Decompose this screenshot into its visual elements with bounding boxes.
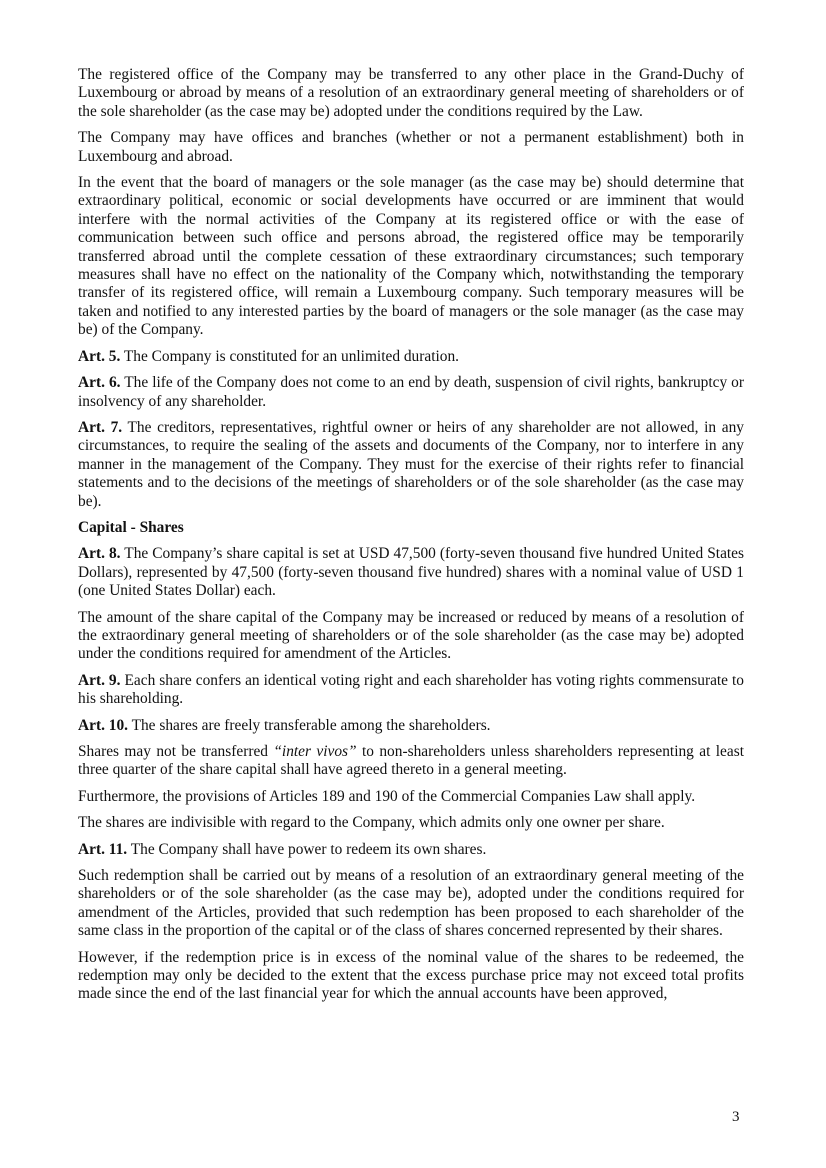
paragraph-temporary-transfer: In the event that the board of managers or the sole manager (as the case may be) should determine that extraordinary political, economic or social developments have occurred or are imminent that would interfere with the normal activities of the Company at its registered office or with the ease of communication between such office and persons abroad, the registered office may be temporarily transferred abroad until the complete cessation of these extraordinary circumstances; such temporary measures shall have no effect on the nationality of the Company which, notwithstanding the temporary transfer of its registered office, will remain a Luxembourg company. Such temporary measures will be taken and notified to any interested parties by the board of managers or the sole manager (as the case may be) of the Company. <box>78 174 744 339</box>
article-5-label: Art. 5. <box>78 347 121 365</box>
article-9 <box>78 672 744 709</box>
article-6-label: Art. 6. <box>78 374 121 392</box>
paragraph-capital-change: The amount of the share capital of the Company may be increased or reduced by means of a resolution of the extraordinary general meeting of shareholders or of the sole shareholder (as the case may be) adopted under the conditions required for amendment of the Articles. <box>78 608 744 663</box>
article-6 <box>78 374 744 411</box>
transfer-text-italic: “inter vivos” <box>273 743 357 760</box>
article-11-text: The Company shall have power to redeem its own shares. <box>127 840 487 858</box>
article-10-text: The shares are freely transferable among the shareholders. <box>128 716 491 734</box>
article-11-label: Art. 11. <box>78 840 128 858</box>
paragraph-indivisible-shares: The shares are indivisible with regard to the Company, which admits only one owner per share. <box>78 814 665 832</box>
section-heading-capital-shares: Capital - Shares <box>78 518 184 536</box>
article-9-label: Art. 9. <box>78 671 121 689</box>
article-5 <box>78 348 744 366</box>
article-7-label: Art. 7. <box>78 418 123 436</box>
paragraph-commercial-law: Furthermore, the provisions of Articles 189 and 190 of the Commercial Companies Law shall apply. <box>78 787 696 805</box>
paragraph-transfer-restriction <box>78 743 744 780</box>
article-6-text: The life of the Company does not come to an end by death, suspension of civil rights, bankruptcy or insolvency of any shareholder. <box>78 374 744 410</box>
transfer-text-after: to non-shareholders unless shareholders representing at least three quarter of the share capital shall have agreed thereto in a general meeting. <box>78 743 744 779</box>
article-8 <box>78 545 744 600</box>
article-7 <box>78 419 744 511</box>
transfer-text-before: Shares may not be transferred <box>78 743 274 760</box>
article-11 <box>78 841 744 859</box>
paragraph-offices-branches: The Company may have offices and branches (whether or not a permanent establishment) both in Luxembourg and abroad. <box>78 129 744 165</box>
paragraph-registered-office-transfer: The registered office of the Company may be transferred to any other place in the Grand-Duchy of Luxembourg or abroad by means of a resolution of an extraordinary general meeting of shareholders or of the sole shareholder (as the case may be) adopted under the conditions required by the Law. <box>78 66 744 120</box>
paragraph-redemption-price: However, if the redemption price is in excess of the nominal value of the shares to be redeemed, the redemption may only be decided to the extent that the excess purchase price may not exceed total profits made since the end of the last financial year for which the annual accounts have been approved, <box>78 948 744 1003</box>
paragraph-redemption: Such redemption shall be carried out by means of a resolution of an extraordinary general meeting of the shareholders or of the sole shareholder (as the case may be), adopted under the conditions required for amendment of the Articles, provided that such redemption has been proposed to each shareholder of the same class in the proportion of the capital or of the class of shares concerned represented by their shares. <box>78 867 744 940</box>
article-10 <box>78 717 744 735</box>
article-10-label: Art. 10. <box>78 716 129 734</box>
article-8-label: Art. 8. <box>78 545 121 563</box>
article-8-text: The Company’s share capital is set at USD 47,500 (forty-seven thousand five hundred United States Dollars), represented by 47,500 (forty-seven thousand five hundred) shares with a nominal value of USD 1 (one United States Dollar) each. <box>78 545 744 600</box>
article-7-text: The creditors, representatives, rightful owner or heirs of any shareholder are not allowed, in any circumstances, to require the sealing of the assets and documents of the Company, nor to interfere in any manner in the management of the Company. They must for the exercise of their rights refer to financial statements and to the decisions of the meetings of shareholders or of the sole shareholder (as the case may be). <box>78 418 745 510</box>
document-page <box>78 66 744 1012</box>
page-number: 3 <box>732 1109 740 1125</box>
article-5-text: The Company is constituted for an unlimited duration. <box>120 347 459 365</box>
article-9-text: Each share confers an identical voting right and each shareholder has voting rights commensurate to his shareholding. <box>78 671 744 708</box>
